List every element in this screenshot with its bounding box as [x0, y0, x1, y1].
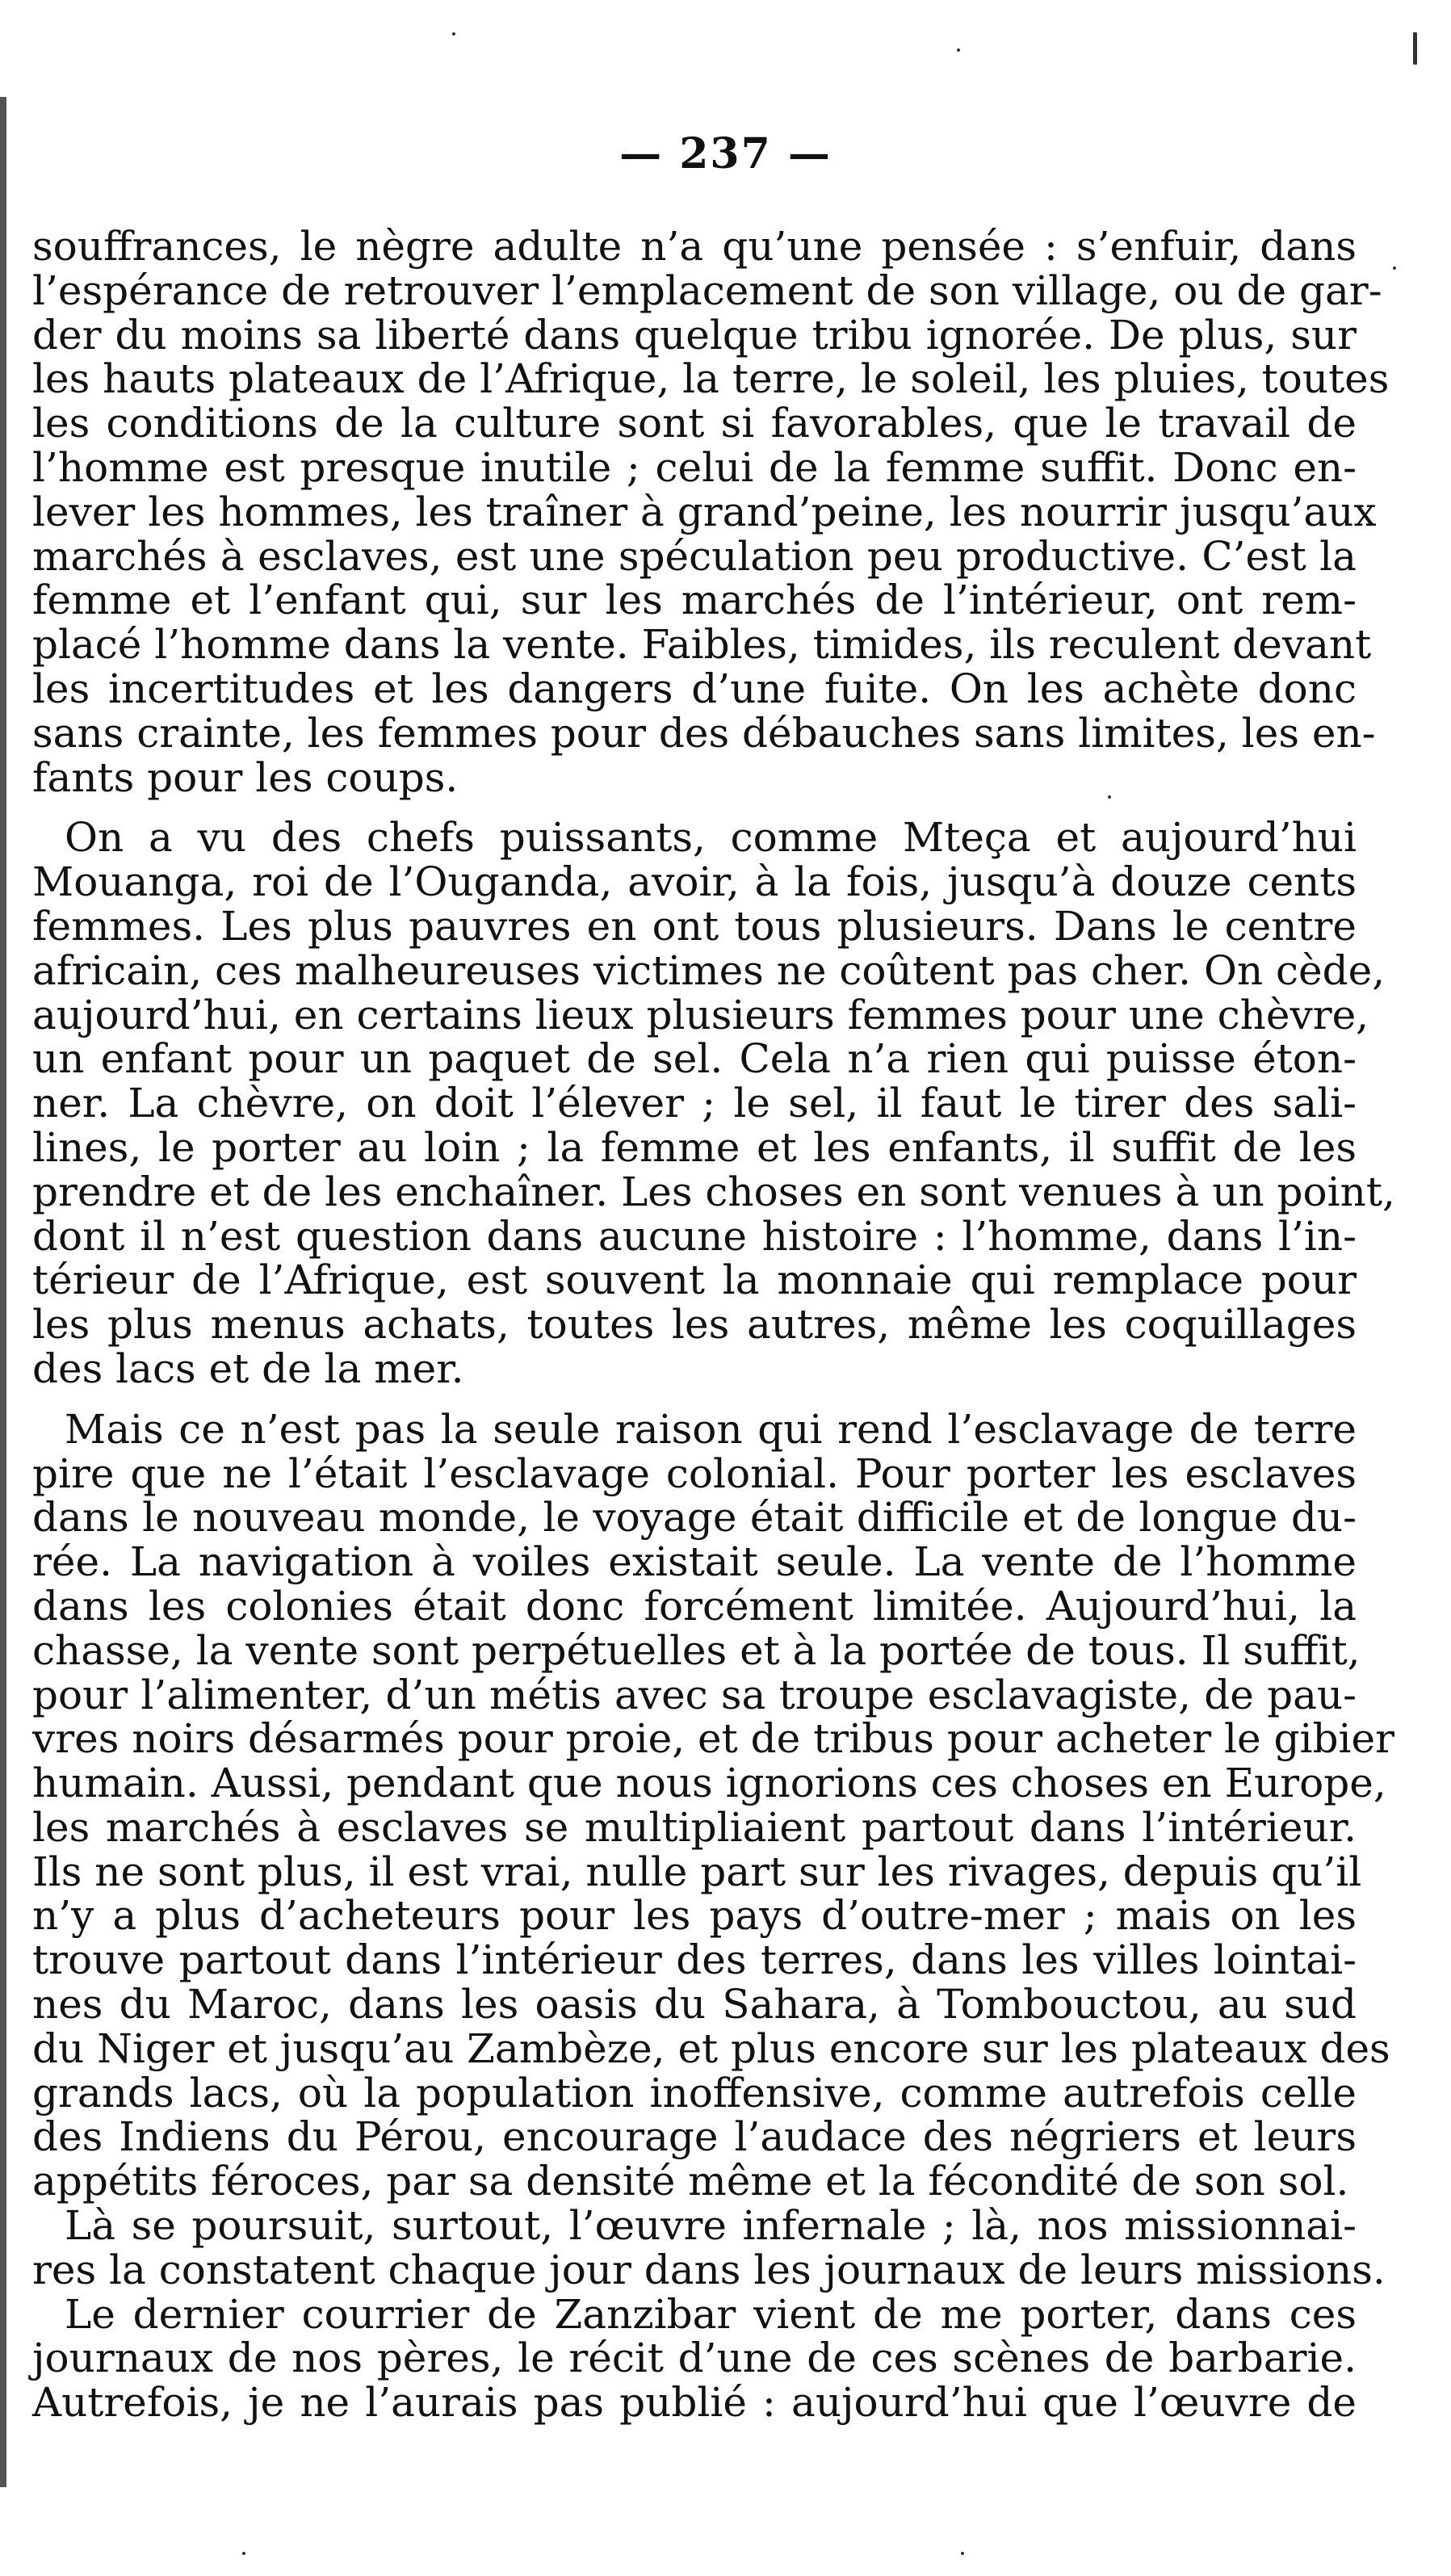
text-line: des lacs et de la mer.: [32, 1345, 464, 1392]
text-line: dans les colonies était donc forcément limitée. Aujourd’hui, la: [32, 1582, 1357, 1630]
text-line: der du moins sa liberté dans quelque tribu ignorée. De plus, sur: [32, 311, 1357, 359]
text-line: pour l’alimenter, d’un métis avec sa troupe esclavagiste, de pau-: [32, 1671, 1357, 1718]
text-line: dans le nouveau monde, le voyage était difficile et de longue du-: [32, 1494, 1357, 1542]
text-line: humain. Aussi, pendant que nous ignorions ces choses en Europe,: [32, 1760, 1386, 1807]
text-line: africain, ces malheureuses victimes ne coûtent pas cher. On cède,: [32, 946, 1386, 994]
text-line: dont il n’est question dans aucune histoire : l’homme, dans l’in-: [32, 1212, 1357, 1260]
text-line: fants pour les coups.: [32, 753, 459, 801]
text-line: les plus menus achats, toutes les autres, même les coquillages: [32, 1301, 1357, 1349]
text-line: Ils ne sont plus, il est vrai, nulle part sur les rivages, depuis qu’il: [32, 1848, 1362, 1895]
text-line: On a vu des chefs puissants, comme Mteça et aujourd’hui: [65, 814, 1357, 862]
text-line: souffrances, le nègre adulte n’a qu’une pensée : s’enfuir, dans: [32, 223, 1357, 270]
text-line: ner. La chèvre, on doit l’élever ; le sel, il faut le tirer des sali-: [32, 1080, 1357, 1127]
text-line: appétits féroces, par sa densité même et la fécondité de son sol.: [32, 2158, 1349, 2205]
scan-speck: [1393, 266, 1396, 270]
text-line: lever les hommes, les traîner à grand’peine, les nourrir jusqu’aux: [32, 488, 1377, 535]
scan-speck: [957, 48, 960, 52]
text-line: n’y a plus d’acheteurs pour les pays d’outre-mer ; mais on les: [32, 1892, 1357, 1940]
text-line: du Niger et jusqu’au Zambèze, et plus encore sur les plateaux des: [32, 2024, 1390, 2072]
text-line: l’espérance de retrouver l’emplacement de son village, ou de gar-: [32, 266, 1382, 314]
text-line: Autrefois, je ne l’aurais pas publié : aujourd’hui que l’œuvre de: [32, 2379, 1357, 2427]
text-line: Là se poursuit, surtout, l’œuvre infernale ; là, nos missionnai-: [65, 2202, 1357, 2250]
paragraph: [32, 2290, 1357, 2427]
text-line: les marchés à esclaves se multipliaient partout dans l’intérieur.: [32, 1803, 1357, 1851]
text-line: vres noirs désarmés pour proie, et de tribus pour acheter le gibier: [32, 1715, 1395, 1763]
text-line: prendre et de les enchaîner. Les choses en sont venues à un point,: [32, 1168, 1395, 1215]
text-line: marchés à esclaves, est une spéculation peu productive. C’est la: [32, 532, 1357, 580]
paragraph-gap: [32, 1391, 1357, 1408]
text-line: Mouanga, roi de l’Ouganda, avoir, à la fois, jusqu’à douze cents: [32, 858, 1357, 906]
text-line: aujourd’hui, en certains lieux plusieurs femmes pour une chèvre,: [32, 991, 1369, 1038]
page-number: — 237 —: [619, 129, 832, 178]
paragraph: [32, 2202, 1386, 2293]
paragraph: [32, 814, 1395, 1392]
scan-speck: [961, 2552, 964, 2555]
text-line: rée. La navigation à voiles existait seule. La vente de l’homme: [32, 1538, 1357, 1586]
binding-edge-shadow: [0, 97, 6, 2487]
text-line: femme et l’enfant qui, sur les marchés de l’intérieur, ont rem-: [32, 577, 1357, 624]
text-line: les hauts plateaux de l’Afrique, la terre, le soleil, les pluies, toutes: [32, 355, 1390, 403]
text-line: Mais ce n’est pas la seule raison qui rend l’esclavage de terre: [65, 1405, 1357, 1453]
text-line: térieur de l’Afrique, est souvent la monnaie qui remplace pour: [32, 1257, 1357, 1304]
text-line: trouve partout dans l’intérieur des terres, dans les villes lointai-: [32, 1936, 1357, 1984]
scan-speck: [1108, 795, 1111, 799]
scan-speck: [242, 2552, 245, 2555]
text-line: un enfant pour un paquet de sel. Cela n’a rien qui puisse éton-: [32, 1035, 1357, 1083]
text-line: femmes. Les plus pauvres en ont tous plusieurs. Dans le centre: [32, 902, 1357, 950]
text-line: pire que ne l’était l’esclavage colonial. Pour porter les esclaves: [32, 1450, 1357, 1497]
text-line: grands lacs, où la population inoffensive, comme autrefois celle: [32, 2069, 1357, 2117]
scan-speck: [452, 32, 455, 36]
text-line: nes du Maroc, dans les oasis du Sahara, à Tombouctou, au sud: [32, 1981, 1357, 2028]
text-line: les incertitudes et les dangers d’une fuite. On les achète donc: [32, 665, 1357, 712]
paragraph: [32, 1405, 1395, 2205]
text-line: lines, le porter au loin ; la femme et les enfants, il suffit de les: [32, 1123, 1357, 1171]
paragraph: [32, 223, 1390, 801]
text-line: Le dernier courrier de Zanzibar vient de me porter, dans ces: [65, 2290, 1357, 2338]
text-line: placé l’homme dans la vente. Faibles, timides, ils reculent devant: [32, 621, 1372, 669]
body-text: [32, 223, 1395, 2427]
scan-speck: [1413, 32, 1417, 65]
text-line: l’homme est presque inutile ; celui de la femme suffit. Donc en-: [32, 443, 1357, 491]
text-line: sans crainte, les femmes pour des débauches sans limites, les en-: [32, 709, 1376, 757]
text-line: chasse, la vente sont perpétuelles et à la portée de tous. Il suffit,: [32, 1626, 1361, 1674]
text-line: journaux de nos pères, le récit d’une de ces scènes de barbarie.: [32, 2335, 1357, 2382]
text-line: res la constatent chaque jour dans les journaux de leurs missions.: [32, 2246, 1386, 2293]
text-line: les conditions de la culture sont si favorables, que le travail de: [32, 400, 1357, 447]
paragraph-gap: [32, 799, 1357, 816]
text-line: des Indiens du Pérou, encourage l’audace des négriers et leurs: [32, 2113, 1357, 2161]
